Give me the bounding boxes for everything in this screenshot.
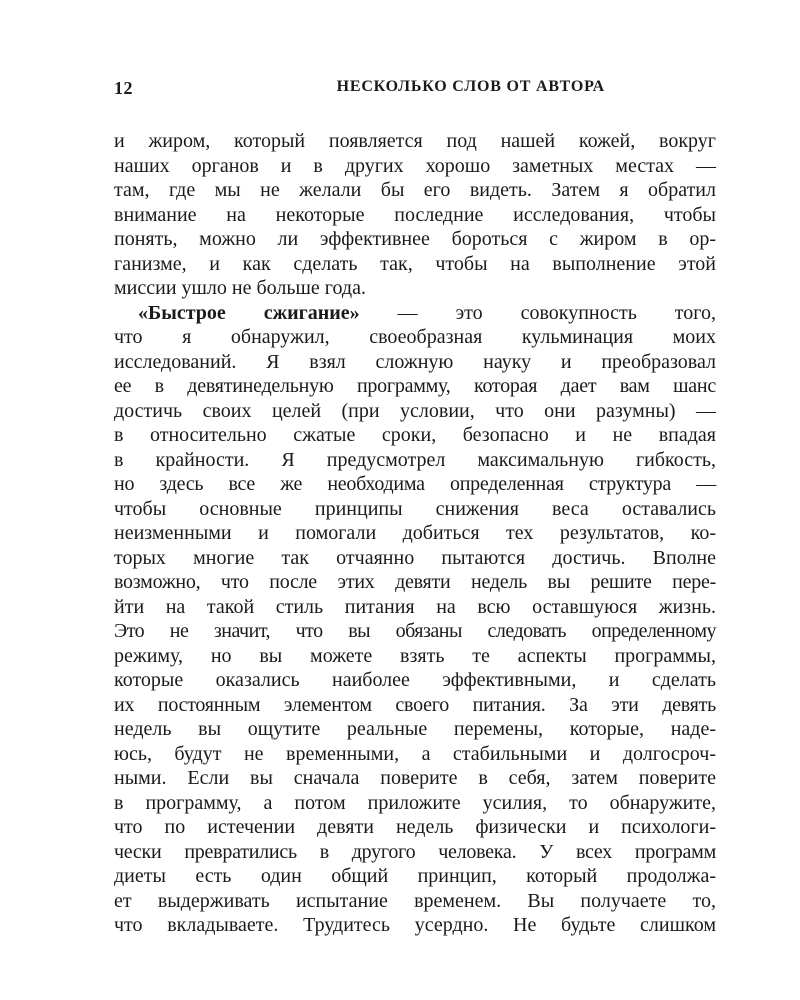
text-line: в программу, а потом приложите усилия, то обнаружите, xyxy=(114,791,716,814)
book-title-emphasis: «Быстрое сжигание» xyxy=(138,301,360,324)
text-line: там, где мы не желали бы его видеть. Затем я обратил xyxy=(114,179,716,201)
text-line: юсь, будут не временными, а стабильными и долгосроч- xyxy=(114,742,716,765)
text-line: режиму, но вы можете взять те аспекты программы, xyxy=(114,644,716,667)
text-line: возможно, что после этих девяти недель вы решите пере- xyxy=(114,571,716,593)
text-line: недель вы ощутите реальные перемены, которые, наде- xyxy=(114,718,716,740)
lead-rest: — это совокупность того, xyxy=(359,301,716,324)
text-line: их постоянным элементом своего питания. За эти девять xyxy=(114,693,716,716)
page-header xyxy=(114,78,605,104)
text-line: что вкладываете. Трудитесь усердно. Не будьте слишком xyxy=(114,914,716,936)
text-line: внимание на некоторые последние исследования, чтобы xyxy=(114,203,716,226)
text-line: которые оказались наиболее эффективными, и сделать xyxy=(114,669,716,691)
paragraph-lead-line xyxy=(114,301,716,326)
text-line: чтобы основные принципы снижения веса оставались xyxy=(114,497,716,520)
text-line: диеты есть один общий принцип, который продолжа- xyxy=(114,865,716,887)
text-line: Это не значит, что вы обязаны следовать определенному xyxy=(114,620,716,642)
text-line: наших органов и в других хорошо заметных местах — xyxy=(114,154,716,177)
text-line: ными. Если вы сначала поверите в себя, затем поверите xyxy=(114,767,716,789)
page-number: 12 xyxy=(114,78,133,98)
text-line: неизменными и помогали добиться тех результатов, ко- xyxy=(114,522,716,544)
text-line: ее в девятинедельную программу, которая дает вам шанс xyxy=(114,375,716,397)
text-line: ет выдерживать испытание временем. Вы получаете то, xyxy=(114,889,716,912)
body-text xyxy=(114,129,716,938)
text-line: и жиром, который появляется под нашей кожей, вокруг xyxy=(114,130,716,152)
text-line: торых многие так отчаянно пытаются достичь. Вполне xyxy=(114,546,716,569)
text-line: достичь своих целей (при условии, что они разумны) — xyxy=(114,399,716,422)
running-head: НЕСКОЛЬКО СЛОВ ОТ АВТОРА xyxy=(336,78,605,95)
text-line: йти на такой стиль питания на всю оставшуюся жизнь. xyxy=(114,595,716,618)
text-line: исследований. Я взял сложную науку и преобразовал xyxy=(114,350,716,373)
text-line: но здесь все же необходима определенная структура — xyxy=(114,473,716,495)
text-line: в крайности. Я предусмотрел максимальную гибкость, xyxy=(114,448,716,471)
text-line: что по истечении девяти недель физически и психологи- xyxy=(114,816,716,838)
text-line: ганизме, и как сделать так, чтобы на выполнение этой xyxy=(114,252,716,275)
text-line: чески превратились в другого человека. У всех программ xyxy=(114,840,716,863)
text-line: в относительно сжатые сроки, безопасно и не впадая xyxy=(114,424,716,446)
text-line: миссии ушло не больше года. xyxy=(114,277,366,299)
text-line: понять, можно ли эффективнее бороться с жиром в ор- xyxy=(114,228,716,250)
text-line: что я обнаружил, своеобразная кульминация моих xyxy=(114,326,716,348)
